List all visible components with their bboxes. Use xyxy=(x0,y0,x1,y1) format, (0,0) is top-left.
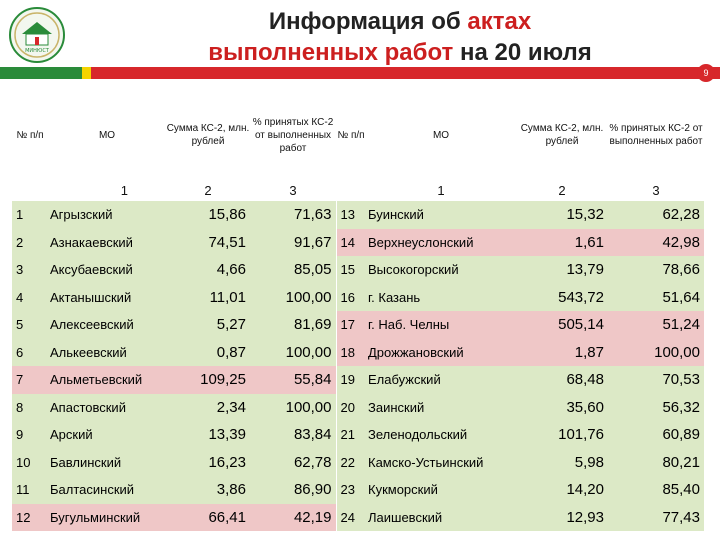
municipality-name-left: Азнакаевский xyxy=(48,229,166,257)
col-header-mo-left: МО xyxy=(98,129,116,141)
row-number-left: 9 xyxy=(12,421,48,449)
sum-value-right: 1,87 xyxy=(516,339,608,367)
municipality-name-left: Алькеевский xyxy=(48,339,166,367)
percent-value-right: 51,24 xyxy=(608,311,704,339)
municipality-name-left: Альметьевский xyxy=(48,366,166,394)
title-line1-part1: Информация об xyxy=(268,8,468,35)
row-number-right: 20 xyxy=(336,394,366,422)
sum-value-left: 5,27 xyxy=(166,311,250,339)
col-header-mo-right: МО xyxy=(432,129,450,141)
table-row xyxy=(12,366,704,394)
table-row xyxy=(12,394,704,422)
row-number-right: 14 xyxy=(336,229,366,257)
percent-value-left: 55,84 xyxy=(250,366,336,394)
sum-value-right: 13,79 xyxy=(516,256,608,284)
percent-value-right: 80,21 xyxy=(608,449,704,477)
col-number-3-right: 3 xyxy=(652,182,660,198)
percent-value-left: 62,78 xyxy=(250,449,336,477)
percent-value-right: 77,43 xyxy=(608,504,704,532)
percent-value-left: 42,19 xyxy=(250,504,336,532)
municipality-name-left: Актанышский xyxy=(48,284,166,312)
row-number-right: 17 xyxy=(336,311,366,339)
municipality-name-left: Балтасинский xyxy=(48,476,166,504)
sum-value-right: 14,20 xyxy=(516,476,608,504)
row-number-right: 13 xyxy=(336,201,366,229)
row-number-right: 21 xyxy=(336,421,366,449)
municipality-name-right: Камско-Устьинский xyxy=(366,449,516,477)
sum-value-left: 16,23 xyxy=(166,449,250,477)
municipality-name-left: Бугульминский xyxy=(48,504,166,532)
row-number-left: 4 xyxy=(12,284,48,312)
sum-value-left: 0,87 xyxy=(166,339,250,367)
municipality-name-right: Заинский xyxy=(366,394,516,422)
row-number-left: 1 xyxy=(12,201,48,229)
header-bar-red xyxy=(91,67,720,79)
percent-value-right: 51,64 xyxy=(608,284,704,312)
header-bar-green xyxy=(0,67,82,79)
municipality-name-right: Высокогорский xyxy=(366,256,516,284)
column-number-row xyxy=(12,179,704,201)
sum-value-right: 12,93 xyxy=(516,504,608,532)
municipality-name-right: Верхнеуслонский xyxy=(366,229,516,257)
municipality-name-right: г. Казань xyxy=(366,284,516,312)
col-header-pct-left: % принятых КС-2 от выполненных работ xyxy=(252,116,334,154)
sum-value-right: 5,98 xyxy=(516,449,608,477)
title-line2-highlight: выполненных работ xyxy=(208,39,454,66)
sum-value-left: 2,34 xyxy=(166,394,250,422)
percent-value-right: 100,00 xyxy=(608,339,704,367)
sum-value-left: 74,51 xyxy=(166,229,250,257)
sum-value-left: 11,01 xyxy=(166,284,250,312)
col-header-pct-right: % принятых КС-2 от выполненных работ xyxy=(609,123,703,147)
table-row xyxy=(12,311,704,339)
municipality-name-right: Буинский xyxy=(366,201,516,229)
row-number-left: 3 xyxy=(12,256,48,284)
sum-value-left: 4,66 xyxy=(166,256,250,284)
percent-value-left: 91,67 xyxy=(250,229,336,257)
row-number-left: 6 xyxy=(12,339,48,367)
row-number-left: 2 xyxy=(12,229,48,257)
table-body xyxy=(12,201,704,531)
row-number-left: 12 xyxy=(12,504,48,532)
table-row xyxy=(12,476,704,504)
title-line1-highlight: актах xyxy=(467,8,532,35)
percent-value-right: 60,89 xyxy=(608,421,704,449)
table-row xyxy=(12,421,704,449)
col-number-2-right: 2 xyxy=(558,182,566,198)
acts-table xyxy=(12,91,704,531)
municipality-name-left: Аксубаевский xyxy=(48,256,166,284)
sum-value-right: 35,60 xyxy=(516,394,608,422)
municipality-name-left: Агрызский xyxy=(48,201,166,229)
percent-value-right: 85,40 xyxy=(608,476,704,504)
table-row xyxy=(12,449,704,477)
table-row xyxy=(12,229,704,257)
sum-value-left: 15,86 xyxy=(166,201,250,229)
table-header-row xyxy=(12,91,704,179)
table-row xyxy=(12,201,704,229)
page-number-badge: 9 xyxy=(697,64,715,82)
municipality-name-left: Бавлинский xyxy=(48,449,166,477)
svg-text:МИНЮСТ: МИНЮСТ xyxy=(25,48,49,54)
percent-value-left: 100,00 xyxy=(250,339,336,367)
municipality-name-right: Дрожжановский xyxy=(366,339,516,367)
row-number-right: 23 xyxy=(336,476,366,504)
col-header-sum-right: Сумма КС-2, млн. рублей xyxy=(520,123,604,147)
row-number-left: 5 xyxy=(12,311,48,339)
percent-value-right: 56,32 xyxy=(608,394,704,422)
title-line2-part2: на 20 июля xyxy=(453,39,592,66)
sum-value-right: 15,32 xyxy=(516,201,608,229)
row-number-left: 11 xyxy=(12,476,48,504)
sum-value-right: 543,72 xyxy=(516,284,608,312)
row-number-left: 7 xyxy=(12,366,48,394)
sum-value-left: 109,25 xyxy=(166,366,250,394)
col-header-num-right: № п/п xyxy=(337,129,365,141)
ministry-logo xyxy=(8,6,66,64)
row-number-left: 10 xyxy=(12,449,48,477)
table-row xyxy=(12,284,704,312)
percent-value-left: 100,00 xyxy=(250,394,336,422)
municipality-name-right: Кукморский xyxy=(366,476,516,504)
col-header-sum-left: Сумма КС-2, млн. рублей xyxy=(166,123,250,147)
municipality-name-left: Арский xyxy=(48,421,166,449)
row-number-right: 16 xyxy=(336,284,366,312)
sum-value-left: 66,41 xyxy=(166,504,250,532)
row-number-right: 19 xyxy=(336,366,366,394)
percent-value-left: 83,84 xyxy=(250,421,336,449)
col-number-3-left: 3 xyxy=(289,182,297,198)
municipality-name-left: Апастовский xyxy=(48,394,166,422)
sum-value-right: 505,14 xyxy=(516,311,608,339)
row-number-left: 8 xyxy=(12,394,48,422)
municipality-name-right: г. Наб. Челны xyxy=(366,311,516,339)
percent-value-right: 62,28 xyxy=(608,201,704,229)
percent-value-right: 70,53 xyxy=(608,366,704,394)
row-number-right: 24 xyxy=(336,504,366,532)
percent-value-left: 100,00 xyxy=(250,284,336,312)
municipality-name-right: Лаишевский xyxy=(366,504,516,532)
sum-value-right: 101,76 xyxy=(516,421,608,449)
percent-value-left: 85,05 xyxy=(250,256,336,284)
sum-value-left: 3,86 xyxy=(166,476,250,504)
sum-value-left: 13,39 xyxy=(166,421,250,449)
header-bar-yellow xyxy=(82,67,91,79)
table-row xyxy=(12,504,704,532)
col-number-2-left: 2 xyxy=(204,182,212,198)
row-number-right: 18 xyxy=(336,339,366,367)
row-number-right: 15 xyxy=(336,256,366,284)
percent-value-left: 86,90 xyxy=(250,476,336,504)
municipality-name-right: Зеленодольский xyxy=(366,421,516,449)
row-number-right: 22 xyxy=(336,449,366,477)
col-header-num-left: № п/п xyxy=(16,129,44,141)
sum-value-right: 1,61 xyxy=(516,229,608,257)
percent-value-right: 42,98 xyxy=(608,229,704,257)
percent-value-left: 71,63 xyxy=(250,201,336,229)
page-title xyxy=(150,6,650,68)
col-number-1-left: 1 xyxy=(120,182,128,198)
table-row xyxy=(12,339,704,367)
table-row xyxy=(12,256,704,284)
sum-value-right: 68,48 xyxy=(516,366,608,394)
percent-value-left: 81,69 xyxy=(250,311,336,339)
municipality-name-right: Елабужский xyxy=(366,366,516,394)
municipality-name-left: Алексеевский xyxy=(48,311,166,339)
percent-value-right: 78,66 xyxy=(608,256,704,284)
col-number-1-right: 1 xyxy=(437,182,445,198)
